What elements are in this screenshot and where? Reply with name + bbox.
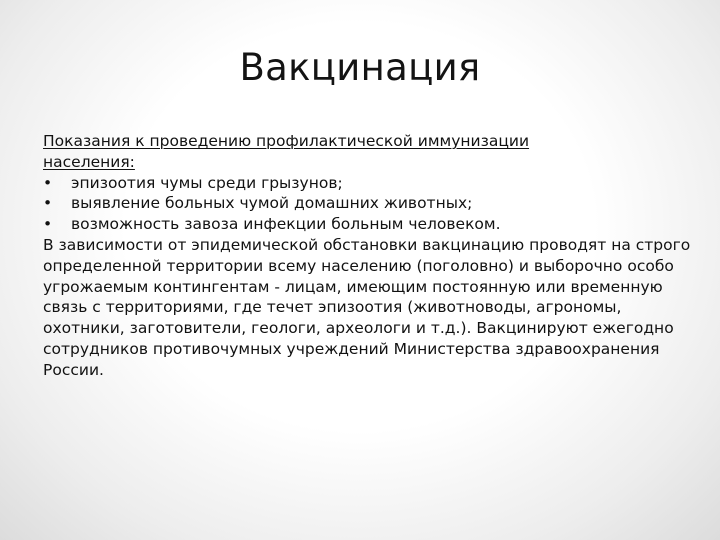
list-item: [43, 193, 691, 214]
list-item-text: эпизоотия чумы среди грызунов;: [71, 173, 343, 192]
bullet-icon: •: [43, 173, 53, 192]
list-item-text: выявление больных чумой домашних животных;: [71, 194, 473, 213]
indications-heading: Показания к проведению профилактической иммунизации населения:: [43, 132, 530, 171]
list-item: [43, 173, 691, 194]
list-item: [43, 214, 691, 235]
slide-body: [43, 131, 691, 381]
indications-list: [43, 173, 691, 235]
slide-title: Вакцинация: [239, 46, 481, 89]
bullet-icon: •: [43, 215, 53, 234]
vaccination-paragraph: В зависимости от эпидемической обстановки вакцинацию проводят на строго определенной территории всему населению (поголовно) и выборочно особо угрожаемым контингентам - лицам, имеющим постоянную или временную связь с территориями, где течет эпизоотия (животноводы, агрономы, охотники, заготовители, геологи, археологи и т.д.). Вакцинируют ежегодно сотрудников противочумных учреждений Министерства здравоохранения России.: [43, 235, 691, 379]
list-item-text: возможность завоза инфекции больным человеком.: [71, 215, 501, 234]
bullet-icon: •: [43, 194, 53, 213]
